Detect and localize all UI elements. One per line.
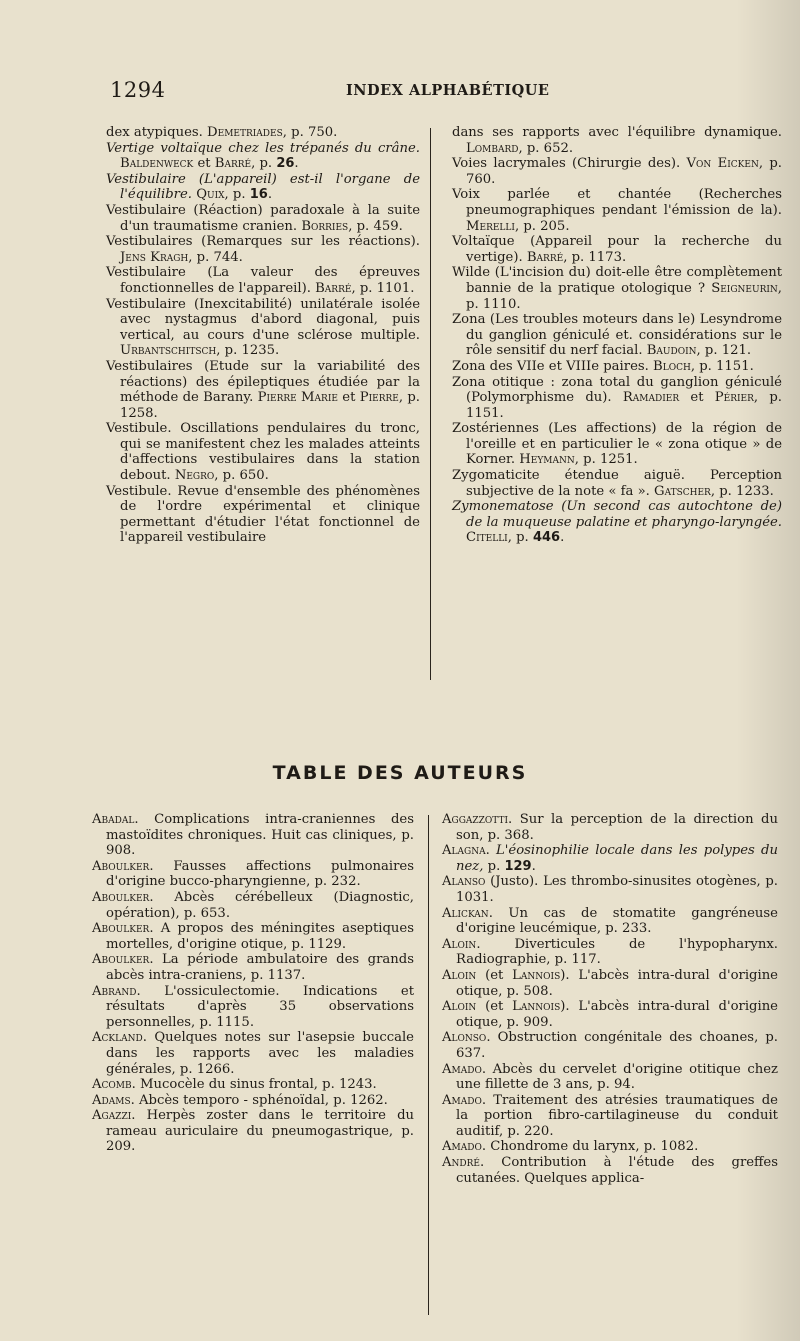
page-ref: 16 — [249, 187, 268, 203]
index-entry — [92, 890, 414, 921]
section-title: TABLE DES AUTEURS — [272, 762, 528, 784]
author-name: Seigneurin — [711, 280, 778, 296]
author-name: Lannois — [512, 999, 561, 1015]
index-entry — [452, 468, 782, 499]
entry-text: ). L'abcès intra-dural d'origine otique, p. 909. — [456, 999, 778, 1030]
entry-text: ). L'abcès intra-dural d'origine otique, p. 508. — [456, 967, 778, 999]
entry-text: Voies lacrymales (Chirurgie des). — [452, 156, 687, 172]
index-entry — [106, 141, 420, 172]
author-name: Aboulker — [92, 952, 150, 968]
index-entry — [92, 859, 414, 890]
page-ref: 26 — [276, 156, 295, 172]
entry-text: . L'ossiculectomie. Indications et résultats d'après 35 observations personnelles, p. 1115. — [106, 983, 414, 1030]
index-entry — [442, 843, 778, 874]
index-entry — [92, 1108, 414, 1155]
author-name: Aloin — [442, 967, 477, 983]
entry-text: (Justo). Les thrombo-sinusites otogènes, p. 1031. — [456, 874, 778, 905]
entry-text: . Mucocèle du sinus frontal, p. 1243. — [131, 1077, 377, 1093]
author-name: Pierre — [359, 390, 399, 406]
index-entry — [106, 203, 420, 234]
index-entry — [442, 1062, 778, 1093]
index-entry — [442, 937, 778, 968]
author-name: Périer — [714, 390, 754, 406]
author-name: Lannois — [512, 967, 561, 983]
entry-text: , p. 760. — [466, 156, 782, 187]
author-name: Barré — [315, 280, 352, 296]
index-entry — [442, 1093, 778, 1140]
index-column-right — [452, 125, 782, 546]
entry-text: . — [531, 858, 536, 874]
author-name: Alagna — [442, 843, 486, 859]
entry-text: , p. 1233. — [710, 483, 774, 499]
entry-text: . A propos des méningites aseptiques mortelles, d'origine otique, p. 1129. — [106, 921, 414, 952]
author-name: Ramadier — [622, 390, 680, 406]
entry-text: Vestibulaires (Remarques sur les réactions). — [106, 234, 420, 250]
entry-text: . — [294, 156, 299, 172]
entry-text: . La période ambulatoire des grands abcès intra-craniens, p. 1137. — [106, 952, 414, 983]
entry-text: , p. — [507, 530, 533, 546]
entry-text: . Diverticules de l'hypopharynx. Radiographie, p. 117. — [456, 936, 778, 968]
author-name: Aggazzotti — [442, 812, 509, 827]
author-name: Baldenweck — [120, 156, 194, 172]
author-name: Quix — [196, 187, 225, 203]
index-entry — [452, 359, 782, 375]
index-entry — [106, 265, 420, 296]
index-entry — [106, 234, 420, 265]
entry-text: . Complications intra-craniennes des mastoïdites chroniques. Huit cas cliniques, p. 908. — [106, 812, 414, 859]
entry-text: , p. — [251, 156, 277, 172]
index-entry — [452, 312, 782, 359]
author-name: Lombard — [466, 140, 519, 156]
author-name: Ackland — [92, 1030, 143, 1046]
entry-text: Voix parlée et chantée (Recherches pneumographiques pendant l'émission de la). — [452, 187, 782, 218]
entry-text: , p. 1151. — [690, 358, 754, 374]
entry-text: Zona (Les troubles moteurs dans le) Lesyndrome du ganglion géniculé et. considérations sur le rôle sensitif du nerf facial. — [452, 312, 782, 359]
entry-text: L'éosinophilie locale dans les polypes du nez, — [456, 843, 778, 874]
entry-text: , p. 1110. — [466, 280, 782, 312]
author-name: Pierre Marie — [257, 390, 338, 406]
index-entry — [452, 234, 782, 265]
entry-text: et — [337, 390, 360, 406]
author-name: Baudoin — [646, 343, 697, 359]
author-name: Gatscher — [654, 483, 711, 499]
author-name: Merelli — [466, 218, 515, 234]
author-name: Amado — [442, 1061, 482, 1077]
entry-text: Vestibulaire (Inexcitabilité) unilatérale isolée avec nystagmus d'abord diagonal, puis vertical, au cours d'une sclérose multiple. — [106, 296, 420, 343]
entry-text: Zostériennes (Les affections) de la région de l'oreille et en particulier le « zona otique » de Korner. — [452, 421, 782, 468]
index-entry — [106, 421, 420, 483]
entry-text: Vestibulaire (L'appareil) est-il l'organe de l'équilibre. — [106, 171, 420, 203]
page-ref: 446 — [532, 530, 561, 546]
index-entry — [92, 1093, 414, 1109]
entry-text: Vestibulaire (Réaction) paradoxale à la suite d'un traumatisme cranien. — [106, 202, 420, 234]
index-entry — [442, 1139, 778, 1155]
entry-text: . Abcès cérébelleux (Diagnostic, opération), p. 653. — [106, 889, 414, 921]
entry-text: . Obstruction congénitale des choanes, p. 637. — [456, 1030, 778, 1061]
index-entry — [452, 421, 782, 468]
index-entry — [92, 1077, 414, 1093]
index-entry — [442, 999, 778, 1030]
entry-text: , p. 205. — [514, 218, 570, 234]
index-entry — [106, 359, 420, 421]
entry-text: , p. 750. — [282, 125, 338, 140]
author-name: Barré — [214, 156, 252, 172]
entry-text: , p. 459. — [348, 218, 403, 234]
index-entry — [442, 874, 778, 905]
index-entry — [452, 156, 782, 187]
author-name: Acomb — [92, 1077, 132, 1093]
entry-text: Zymonematose (Un second cas autochtone de) de la muqueuse palatine et pharyngo-laryngée. — [452, 499, 782, 530]
entry-text: Voltaïque (Appareil pour la recherche du vertige). — [452, 234, 782, 265]
index-entry — [452, 125, 782, 156]
index-entry — [106, 172, 420, 203]
author-name: Barré — [526, 249, 564, 265]
entry-text: . Herpès zoster dans le territoire du rameau auriculaire du pneumogastrique, p. 209. — [106, 1108, 414, 1155]
entry-text: dans ses rapports avec l'équilibre dynamique. — [452, 125, 782, 140]
author-name: Aloin — [442, 999, 477, 1015]
entry-text: et — [193, 156, 215, 172]
authors-column-left — [92, 812, 414, 1155]
entry-text: , p. 1251. — [574, 452, 638, 468]
index-entry — [442, 1030, 778, 1061]
entry-text: , p. 1258. — [120, 390, 420, 421]
entry-text: Vertige voltaïque chez les trépanés du crâne. — [106, 140, 420, 156]
entry-text: Vestibulaire (La valeur des épreuves fonctionnelles de l'appareil). — [106, 265, 420, 296]
entry-text: . — [485, 843, 497, 859]
entry-text: Zygomaticite étendue aiguë. Perception subjective de la note « fa ». — [452, 468, 782, 499]
author-name: Aloin — [442, 936, 477, 952]
author-name: Heymann — [519, 452, 575, 468]
author-name: Alickan — [442, 905, 489, 921]
entry-text: , p. 1235. — [216, 343, 280, 359]
entry-text: (et — [476, 967, 513, 983]
index-column-left — [106, 125, 420, 546]
author-name: Bloch — [653, 358, 691, 374]
entry-text: , p. 121. — [696, 343, 752, 359]
author-name: Amado — [442, 1092, 482, 1108]
author-name: André — [442, 1155, 480, 1171]
entry-text: . Quelques notes sur l'asepsie buccale dans les rapports avec les maladies générales, p. 1266. — [106, 1030, 414, 1077]
entry-text: p. — [483, 858, 505, 874]
entry-text: , p. — [224, 187, 250, 203]
index-entry — [106, 484, 420, 546]
entry-text: Wilde (L'incision du) doit-elle être complètement bannie de la pratique otologique ? — [452, 265, 782, 296]
authors-column-right — [442, 812, 778, 1186]
index-entry — [106, 125, 420, 141]
index-entry — [106, 297, 420, 359]
entry-text: . — [560, 530, 565, 546]
entry-text: . — [267, 187, 273, 203]
index-entry — [92, 1030, 414, 1077]
entry-text: et — [679, 390, 715, 406]
author-name: Aboulker — [92, 889, 150, 905]
entry-text: dex atypiques. — [106, 125, 208, 140]
author-name: Abadal — [92, 812, 135, 827]
author-name: Abrand — [92, 983, 137, 999]
index-entry — [452, 499, 782, 546]
author-name: Aboulker — [92, 858, 150, 874]
entry-text: . Un cas de stomatite gangréneuse d'origine leucémique, p. 233. — [456, 905, 778, 937]
entry-text: , p. 1173. — [563, 249, 627, 265]
entry-text: , p. 652. — [518, 140, 574, 156]
entry-text: . Contribution à l'étude des greffes cutanées. Quelques applica- — [456, 1155, 778, 1186]
page-header — [110, 78, 770, 108]
index-entry — [452, 265, 782, 312]
author-name: Borries — [301, 218, 349, 234]
running-head: INDEX ALPHABÉTIQUE — [346, 82, 550, 99]
column-divider — [430, 128, 431, 680]
index-entry — [452, 375, 782, 422]
entry-text: Vestibule. Revue d'ensemble des phénomènes de l'ordre expérimental et clinique permettant d'étudier l'état fonctionnel de l'appareil vestibulaire — [106, 483, 420, 546]
entry-text: . Traitement des atrésies traumatiques de la portion fibro-cartilagineuse du conduit auditif, p. 220. — [456, 1092, 778, 1139]
page-ref: 129 — [504, 858, 532, 874]
author-name: Amado — [442, 1139, 482, 1155]
index-entry — [442, 1155, 778, 1186]
author-name: Aboulker — [92, 921, 150, 937]
page-number: 1294 — [110, 78, 166, 102]
author-name: Negro — [174, 468, 215, 484]
index-entry — [92, 921, 414, 952]
author-name: Alonso — [442, 1030, 487, 1046]
index-entry — [452, 187, 782, 234]
index-entry — [442, 906, 778, 937]
author-name: Jens Kragh — [120, 249, 189, 265]
index-entry — [92, 984, 414, 1031]
author-name: Von Eicken — [686, 156, 759, 172]
index-entry — [442, 812, 778, 843]
entry-text: . Sur la perception de la direction du son, p. 368. — [456, 812, 778, 843]
index-entry — [92, 812, 414, 859]
entry-text: Vestibule. Oscillations pendulaires du tronc, qui se manifestent chez les malades atteints d'affections vestibulaires dans la station debout. — [106, 421, 420, 484]
entry-text: . Abcès du cervelet d'origine otitique chez une fillette de 3 ans, p. 94. — [456, 1061, 778, 1093]
entry-text: , p. 1101. — [351, 280, 415, 296]
entry-text: (et — [476, 999, 513, 1015]
entry-text: , p. 650. — [214, 468, 269, 484]
author-name: Adams — [92, 1092, 131, 1108]
column-divider — [428, 815, 429, 1315]
entry-text: Zona otitique : zona total du ganglion géniculé (Polymorphisme du). — [452, 374, 782, 406]
author-name: Demetriades — [207, 125, 283, 140]
entry-text: , p. 1151. — [466, 390, 782, 421]
entry-text: Vestibulaires (Etude sur la variabilité des réactions) des épileptiques étudiée par la méthode de Barany. — [106, 358, 420, 406]
author-name: Alanso — [442, 874, 486, 890]
entry-text: . Abcès temporo - sphénoïdal, p. 1262. — [130, 1092, 388, 1108]
author-name: Agazzi — [92, 1108, 132, 1124]
author-name: Citelli — [466, 530, 508, 546]
entry-text: Zona des VIIe et VIIIe paires. — [452, 358, 654, 374]
author-name: Urbantschitsch — [120, 343, 217, 359]
index-entry — [442, 968, 778, 999]
entry-text: , p. 744. — [188, 249, 243, 265]
entry-text: . Fausses affections pulmonaires d'origine bucco-pharyngienne, p. 232. — [106, 858, 414, 890]
index-entry — [92, 952, 414, 983]
entry-text: . Chondrome du larynx, p. 1082. — [481, 1139, 699, 1155]
